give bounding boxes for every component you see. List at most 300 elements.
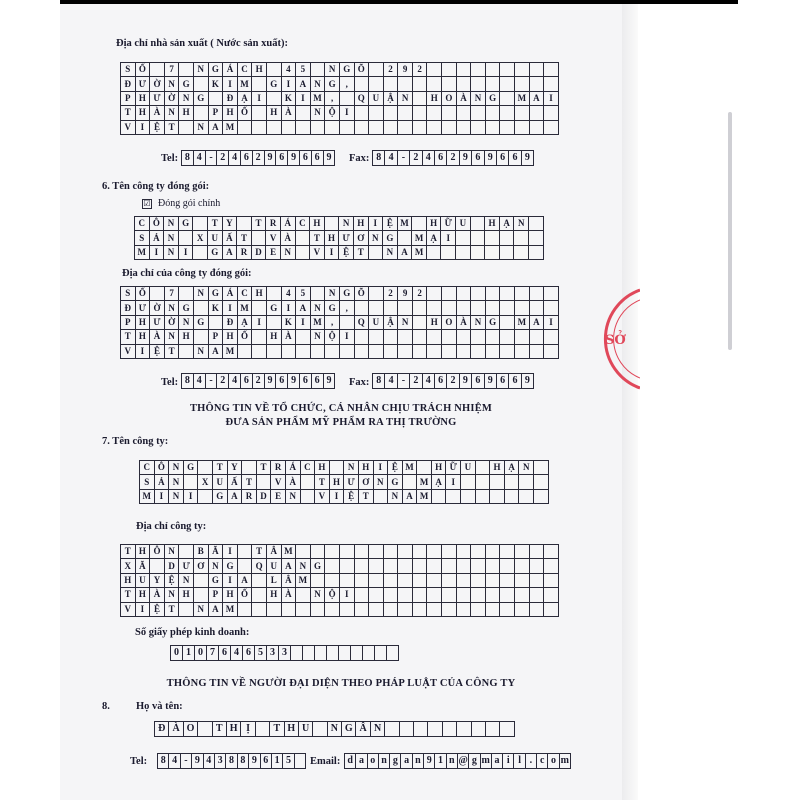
grid-cell — [544, 106, 559, 120]
grid-cell: o — [548, 754, 559, 769]
grid-cell — [544, 77, 559, 91]
grid-cell — [457, 77, 472, 91]
grid-cell: M — [238, 301, 253, 315]
grid-cell — [471, 330, 486, 344]
grid-cell — [194, 77, 209, 91]
grid-cell: 8 — [238, 754, 249, 769]
grid-cell — [457, 330, 472, 344]
grid-cell: Ấ — [228, 475, 243, 489]
grid-cell — [282, 345, 297, 359]
grid-cell — [471, 217, 486, 231]
grid-cell — [282, 603, 297, 617]
grid-cell: H — [490, 461, 505, 475]
grid-cell: M — [412, 246, 427, 260]
grid-cell — [311, 603, 326, 617]
grid-cell: A — [530, 92, 545, 106]
grid-cell — [325, 559, 340, 573]
grid-cell: N — [371, 722, 385, 737]
grid-cell: 2 — [447, 374, 459, 389]
grid-cell — [325, 545, 340, 559]
grid-cell: l — [514, 754, 525, 769]
grid-cell — [442, 330, 457, 344]
grid-cell: 0 — [171, 646, 183, 661]
grid-cell — [472, 722, 486, 737]
grid-cell — [544, 545, 559, 559]
grid-cell — [385, 722, 399, 737]
grid-cell: T — [252, 545, 267, 559]
grid-cell — [296, 603, 311, 617]
grid-cell — [471, 545, 486, 559]
grid-cell: V — [121, 603, 136, 617]
grid-cell — [413, 330, 428, 344]
grid-cell — [442, 545, 457, 559]
grid-cell: U — [461, 461, 476, 475]
grid-cell — [179, 603, 194, 617]
grid-cell — [242, 461, 257, 475]
grid-cell: T — [359, 490, 374, 504]
grid-cell: N — [325, 287, 340, 301]
grid-cell: 9 — [398, 63, 413, 77]
grid-cell — [519, 475, 534, 489]
grid-cell — [351, 646, 363, 661]
grid-cell — [530, 330, 545, 344]
grid-cell: K — [282, 92, 297, 106]
grid-cell: N — [194, 287, 209, 301]
grid-cell: Ị — [241, 722, 255, 737]
grid-cell: M — [311, 316, 326, 330]
grid-cell: Ạ — [427, 231, 442, 245]
grid-cell — [340, 345, 355, 359]
grid-cell: Ố — [136, 63, 151, 77]
grid-cell — [515, 330, 530, 344]
grid-cell — [514, 246, 529, 260]
grid-cell: E — [271, 490, 286, 504]
grid-cell: À — [286, 475, 301, 489]
grid-cell: 6 — [509, 374, 521, 389]
grid-cell — [237, 217, 252, 231]
packer-address-grid — [120, 286, 559, 359]
grid-cell — [456, 246, 471, 260]
scrollbar-thumb[interactable] — [728, 112, 732, 350]
grid-cell — [544, 287, 559, 301]
grid-cell: À — [282, 330, 297, 344]
grid-cell — [330, 461, 345, 475]
grid-cell: 6 — [300, 374, 312, 389]
grid-cell: 9 — [522, 151, 534, 166]
grid-cell: G — [311, 559, 326, 573]
grid-cell: T — [165, 603, 180, 617]
grid-cell: 4 — [385, 151, 397, 166]
grid-cell — [179, 545, 194, 559]
grid-cell — [355, 121, 370, 135]
grid-cell: H — [223, 106, 238, 120]
grid-cell: N — [296, 559, 311, 573]
grid-cell — [267, 316, 282, 330]
grid-cell: A — [238, 574, 253, 588]
grid-cell: N — [369, 231, 384, 245]
grid-cell — [301, 475, 316, 489]
grid-cell — [427, 588, 442, 602]
grid-cell: M — [412, 231, 427, 245]
grid-cell: 4 — [231, 646, 243, 661]
grid-cell — [194, 588, 209, 602]
grid-cell: Ạ — [432, 475, 447, 489]
grid-cell — [457, 63, 472, 77]
grid-cell: N — [325, 63, 340, 77]
grid-cell — [413, 77, 428, 91]
grid-cell: M — [296, 574, 311, 588]
grid-cell — [457, 722, 471, 737]
grid-cell — [252, 345, 267, 359]
grid-cell: I — [325, 246, 340, 260]
grid-cell: E — [266, 246, 281, 260]
grid-cell: G — [179, 217, 194, 231]
grid-cell — [515, 77, 530, 91]
grid-cell — [325, 217, 340, 231]
grid-cell — [363, 646, 375, 661]
grid-cell — [413, 559, 428, 573]
grid-cell — [442, 574, 457, 588]
grid-cell — [432, 490, 447, 504]
grid-cell — [544, 121, 559, 135]
grid-cell: 4 — [282, 63, 297, 77]
grid-cell: D — [257, 490, 272, 504]
grid-cell — [500, 588, 515, 602]
grid-cell: U — [267, 559, 282, 573]
grid-cell: A — [209, 121, 224, 135]
grid-cell: T — [237, 231, 252, 245]
grid-cell: N — [165, 77, 180, 91]
grid-cell: M — [417, 475, 432, 489]
grid-cell: P — [209, 588, 224, 602]
grid-cell: 6 — [497, 151, 509, 166]
grid-cell: Ệ — [383, 217, 398, 231]
grid-cell: M — [223, 603, 238, 617]
grid-cell — [311, 574, 326, 588]
grid-cell: I — [369, 217, 384, 231]
company-address-label: Địa chỉ công ty: — [136, 521, 207, 532]
grid-cell: X — [198, 475, 213, 489]
grid-cell: Ộ — [325, 330, 340, 344]
grid-cell: N — [286, 490, 301, 504]
grid-cell — [515, 121, 530, 135]
grid-cell — [325, 345, 340, 359]
grid-cell: Á — [223, 63, 238, 77]
grid-cell: N — [398, 92, 413, 106]
section8-label: 8. — [102, 701, 110, 712]
grid-cell — [193, 217, 208, 231]
grid-cell: Ố — [238, 330, 253, 344]
grid-cell: Ệ — [339, 246, 354, 260]
grid-cell — [375, 646, 387, 661]
grid-cell: G — [209, 287, 224, 301]
grid-cell — [427, 121, 442, 135]
grid-cell: À — [281, 231, 296, 245]
grid-cell: 6 — [472, 151, 484, 166]
grid-cell — [471, 588, 486, 602]
grid-cell: Ữ — [446, 461, 461, 475]
grid-cell: Ạ — [505, 461, 520, 475]
grid-cell: 9 — [460, 374, 472, 389]
heading-responsible-org-line1: THÔNG TIN VỀ TỔ CHỨC, CÁ NHÂN CHỊU TRÁCH NHIỆM — [189, 403, 493, 414]
grid-cell: . — [526, 754, 537, 769]
grid-cell — [515, 574, 530, 588]
grid-cell — [398, 106, 413, 120]
grid-cell — [471, 559, 486, 573]
grid-cell — [238, 121, 253, 135]
grid-cell: G — [184, 461, 199, 475]
grid-cell — [461, 490, 476, 504]
grid-cell — [398, 231, 413, 245]
grid-cell — [291, 646, 303, 661]
grid-cell — [442, 603, 457, 617]
grid-cell: 7 — [165, 63, 180, 77]
grid-cell — [486, 574, 501, 588]
grid-cell: N — [339, 217, 354, 231]
grid-cell: 2 — [413, 63, 428, 77]
grid-cell: Ố — [238, 106, 253, 120]
grid-cell: V — [271, 475, 286, 489]
grid-cell: U — [369, 92, 384, 106]
grid-cell: N — [311, 330, 326, 344]
grid-cell: G — [194, 316, 209, 330]
grid-cell: @ — [458, 754, 469, 769]
grid-cell: H — [252, 63, 267, 77]
grid-cell — [340, 316, 355, 330]
grid-cell — [209, 316, 224, 330]
grid-cell — [369, 63, 384, 77]
grid-cell — [486, 545, 501, 559]
grid-cell: N — [194, 63, 209, 77]
grid-cell: Ậ — [384, 92, 399, 106]
grid-cell: T — [213, 722, 227, 737]
grid-cell: H — [330, 475, 345, 489]
grid-cell — [515, 63, 530, 77]
grid-cell — [384, 559, 399, 573]
grid-cell: Ố — [136, 287, 151, 301]
grid-cell — [519, 490, 534, 504]
grid-cell — [544, 330, 559, 344]
grid-cell: I — [296, 316, 311, 330]
grid-cell: O — [184, 722, 198, 737]
grid-cell: G — [213, 490, 228, 504]
grid-cell — [340, 121, 355, 135]
grid-cell — [267, 63, 282, 77]
grid-cell: Y — [150, 574, 165, 588]
grid-cell — [471, 106, 486, 120]
grid-cell — [461, 475, 476, 489]
grid-cell: N — [164, 231, 179, 245]
grid-cell: 9 — [485, 151, 497, 166]
grid-cell — [369, 121, 384, 135]
grid-cell — [486, 106, 501, 120]
grid-cell — [184, 475, 199, 489]
grid-cell: B — [194, 545, 209, 559]
grid-cell — [471, 345, 486, 359]
grid-cell: H — [485, 217, 500, 231]
grid-cell: 6 — [243, 646, 255, 661]
grid-cell — [355, 106, 370, 120]
grid-cell: 9 — [324, 374, 336, 389]
grid-cell: Ô — [150, 217, 165, 231]
grid-cell — [355, 330, 370, 344]
grid-cell: G — [209, 63, 224, 77]
grid-cell — [369, 246, 384, 260]
grid-cell — [515, 588, 530, 602]
grid-cell: I — [340, 330, 355, 344]
grid-cell — [325, 121, 340, 135]
grid-cell — [428, 722, 442, 737]
grid-cell: 2 — [253, 151, 265, 166]
grid-cell: I — [544, 92, 559, 106]
grid-cell: A — [296, 301, 311, 315]
grid-cell: M — [311, 92, 326, 106]
grid-cell: 8 — [158, 754, 169, 769]
grid-cell — [384, 77, 399, 91]
grid-cell — [500, 92, 515, 106]
grid-cell: A — [223, 246, 238, 260]
grid-cell — [486, 63, 501, 77]
grid-cell: G — [325, 77, 340, 91]
grid-cell — [413, 545, 428, 559]
grid-cell — [282, 121, 297, 135]
grid-cell: A — [530, 316, 545, 330]
grid-cell: Ệ — [388, 461, 403, 475]
grid-cell — [194, 574, 209, 588]
grid-cell: 4 — [229, 374, 241, 389]
main-packer-checkbox[interactable]: ☑ — [143, 199, 151, 208]
grid-cell — [374, 490, 389, 504]
grid-cell: H — [359, 461, 374, 475]
grid-cell: H — [427, 217, 442, 231]
grid-cell: N — [164, 246, 179, 260]
grid-cell: 2 — [410, 374, 422, 389]
grid-cell: M — [398, 217, 413, 231]
grid-cell: A — [209, 603, 224, 617]
grid-cell: Ạ — [238, 92, 253, 106]
grid-cell — [355, 603, 370, 617]
packer-fax-label: Fax: — [349, 377, 370, 388]
grid-cell: R — [242, 490, 257, 504]
grid-cell: N — [165, 330, 180, 344]
grid-cell: M — [515, 316, 530, 330]
grid-cell: N — [471, 92, 486, 106]
grid-cell — [413, 301, 428, 315]
grid-cell: V — [266, 231, 281, 245]
grid-cell — [500, 722, 514, 737]
grid-cell: 9 — [265, 374, 277, 389]
grid-cell: Ư — [150, 92, 165, 106]
grid-cell: 1 — [183, 646, 195, 661]
grid-cell — [369, 287, 384, 301]
grid-cell: 4 — [194, 151, 206, 166]
grid-cell: 6 — [300, 151, 312, 166]
grid-cell — [355, 574, 370, 588]
grid-cell: , — [340, 77, 355, 91]
grid-cell — [179, 63, 194, 77]
grid-cell: U — [369, 316, 384, 330]
grid-cell: N — [165, 545, 180, 559]
grid-cell — [500, 603, 515, 617]
grid-cell: Ư — [136, 301, 151, 315]
grid-cell — [514, 231, 529, 245]
grid-cell — [486, 722, 500, 737]
grid-cell — [530, 345, 545, 359]
grid-cell — [267, 603, 282, 617]
fullname-label: Họ và tên: — [136, 701, 183, 712]
grid-cell — [340, 574, 355, 588]
grid-cell: À — [150, 106, 165, 120]
grid-cell — [457, 603, 472, 617]
grid-cell — [238, 559, 253, 573]
grid-cell: T — [121, 330, 136, 344]
grid-cell: 6 — [312, 374, 324, 389]
grid-cell — [471, 574, 486, 588]
grid-cell: I — [296, 92, 311, 106]
grid-cell — [457, 287, 472, 301]
grid-cell: C — [296, 217, 311, 231]
grid-cell: Ô — [155, 461, 170, 475]
grid-cell: 2 — [410, 151, 422, 166]
grid-cell — [417, 461, 432, 475]
rep-email-label: Email: — [310, 756, 341, 767]
grid-cell: S — [135, 231, 150, 245]
rep-tel-label: Tel: — [130, 756, 148, 767]
grid-cell — [296, 106, 311, 120]
grid-cell — [457, 301, 472, 315]
grid-cell — [252, 77, 267, 91]
grid-cell — [398, 77, 413, 91]
grid-cell — [369, 345, 384, 359]
grid-cell — [442, 559, 457, 573]
grid-cell: T — [315, 475, 330, 489]
grid-cell: I — [184, 490, 199, 504]
grid-cell: T — [354, 246, 369, 260]
grid-cell — [530, 588, 545, 602]
grid-cell — [414, 722, 428, 737]
grid-cell: Ố — [238, 588, 253, 602]
grid-cell: O — [442, 316, 457, 330]
grid-cell: 6 — [241, 374, 253, 389]
grid-cell: T — [252, 217, 267, 231]
grid-cell: T — [310, 231, 325, 245]
grid-cell — [457, 588, 472, 602]
grid-cell: C — [301, 461, 316, 475]
mfr-fax-grid — [372, 150, 534, 166]
grid-cell: N — [328, 722, 342, 737]
grid-cell — [327, 646, 339, 661]
grid-cell: H — [179, 330, 194, 344]
grid-cell: N — [398, 316, 413, 330]
grid-cell: g — [469, 754, 480, 769]
grid-cell: G — [179, 301, 194, 315]
grid-cell — [267, 92, 282, 106]
grid-cell: T — [121, 545, 136, 559]
grid-cell: Y — [223, 217, 238, 231]
grid-cell — [427, 106, 442, 120]
page-fold-shadow — [622, 4, 638, 800]
grid-cell — [296, 345, 311, 359]
grid-cell — [398, 345, 413, 359]
grid-cell: G — [486, 92, 501, 106]
grid-cell: n — [413, 754, 424, 769]
grid-cell — [311, 121, 326, 135]
grid-cell — [340, 559, 355, 573]
mfr-address-label: Địa chỉ nhà sản xuất ( Nước sản xuất): — [116, 38, 288, 49]
grid-cell: 6 — [312, 151, 324, 166]
grid-cell: N — [209, 559, 224, 573]
grid-cell: À — [282, 588, 297, 602]
